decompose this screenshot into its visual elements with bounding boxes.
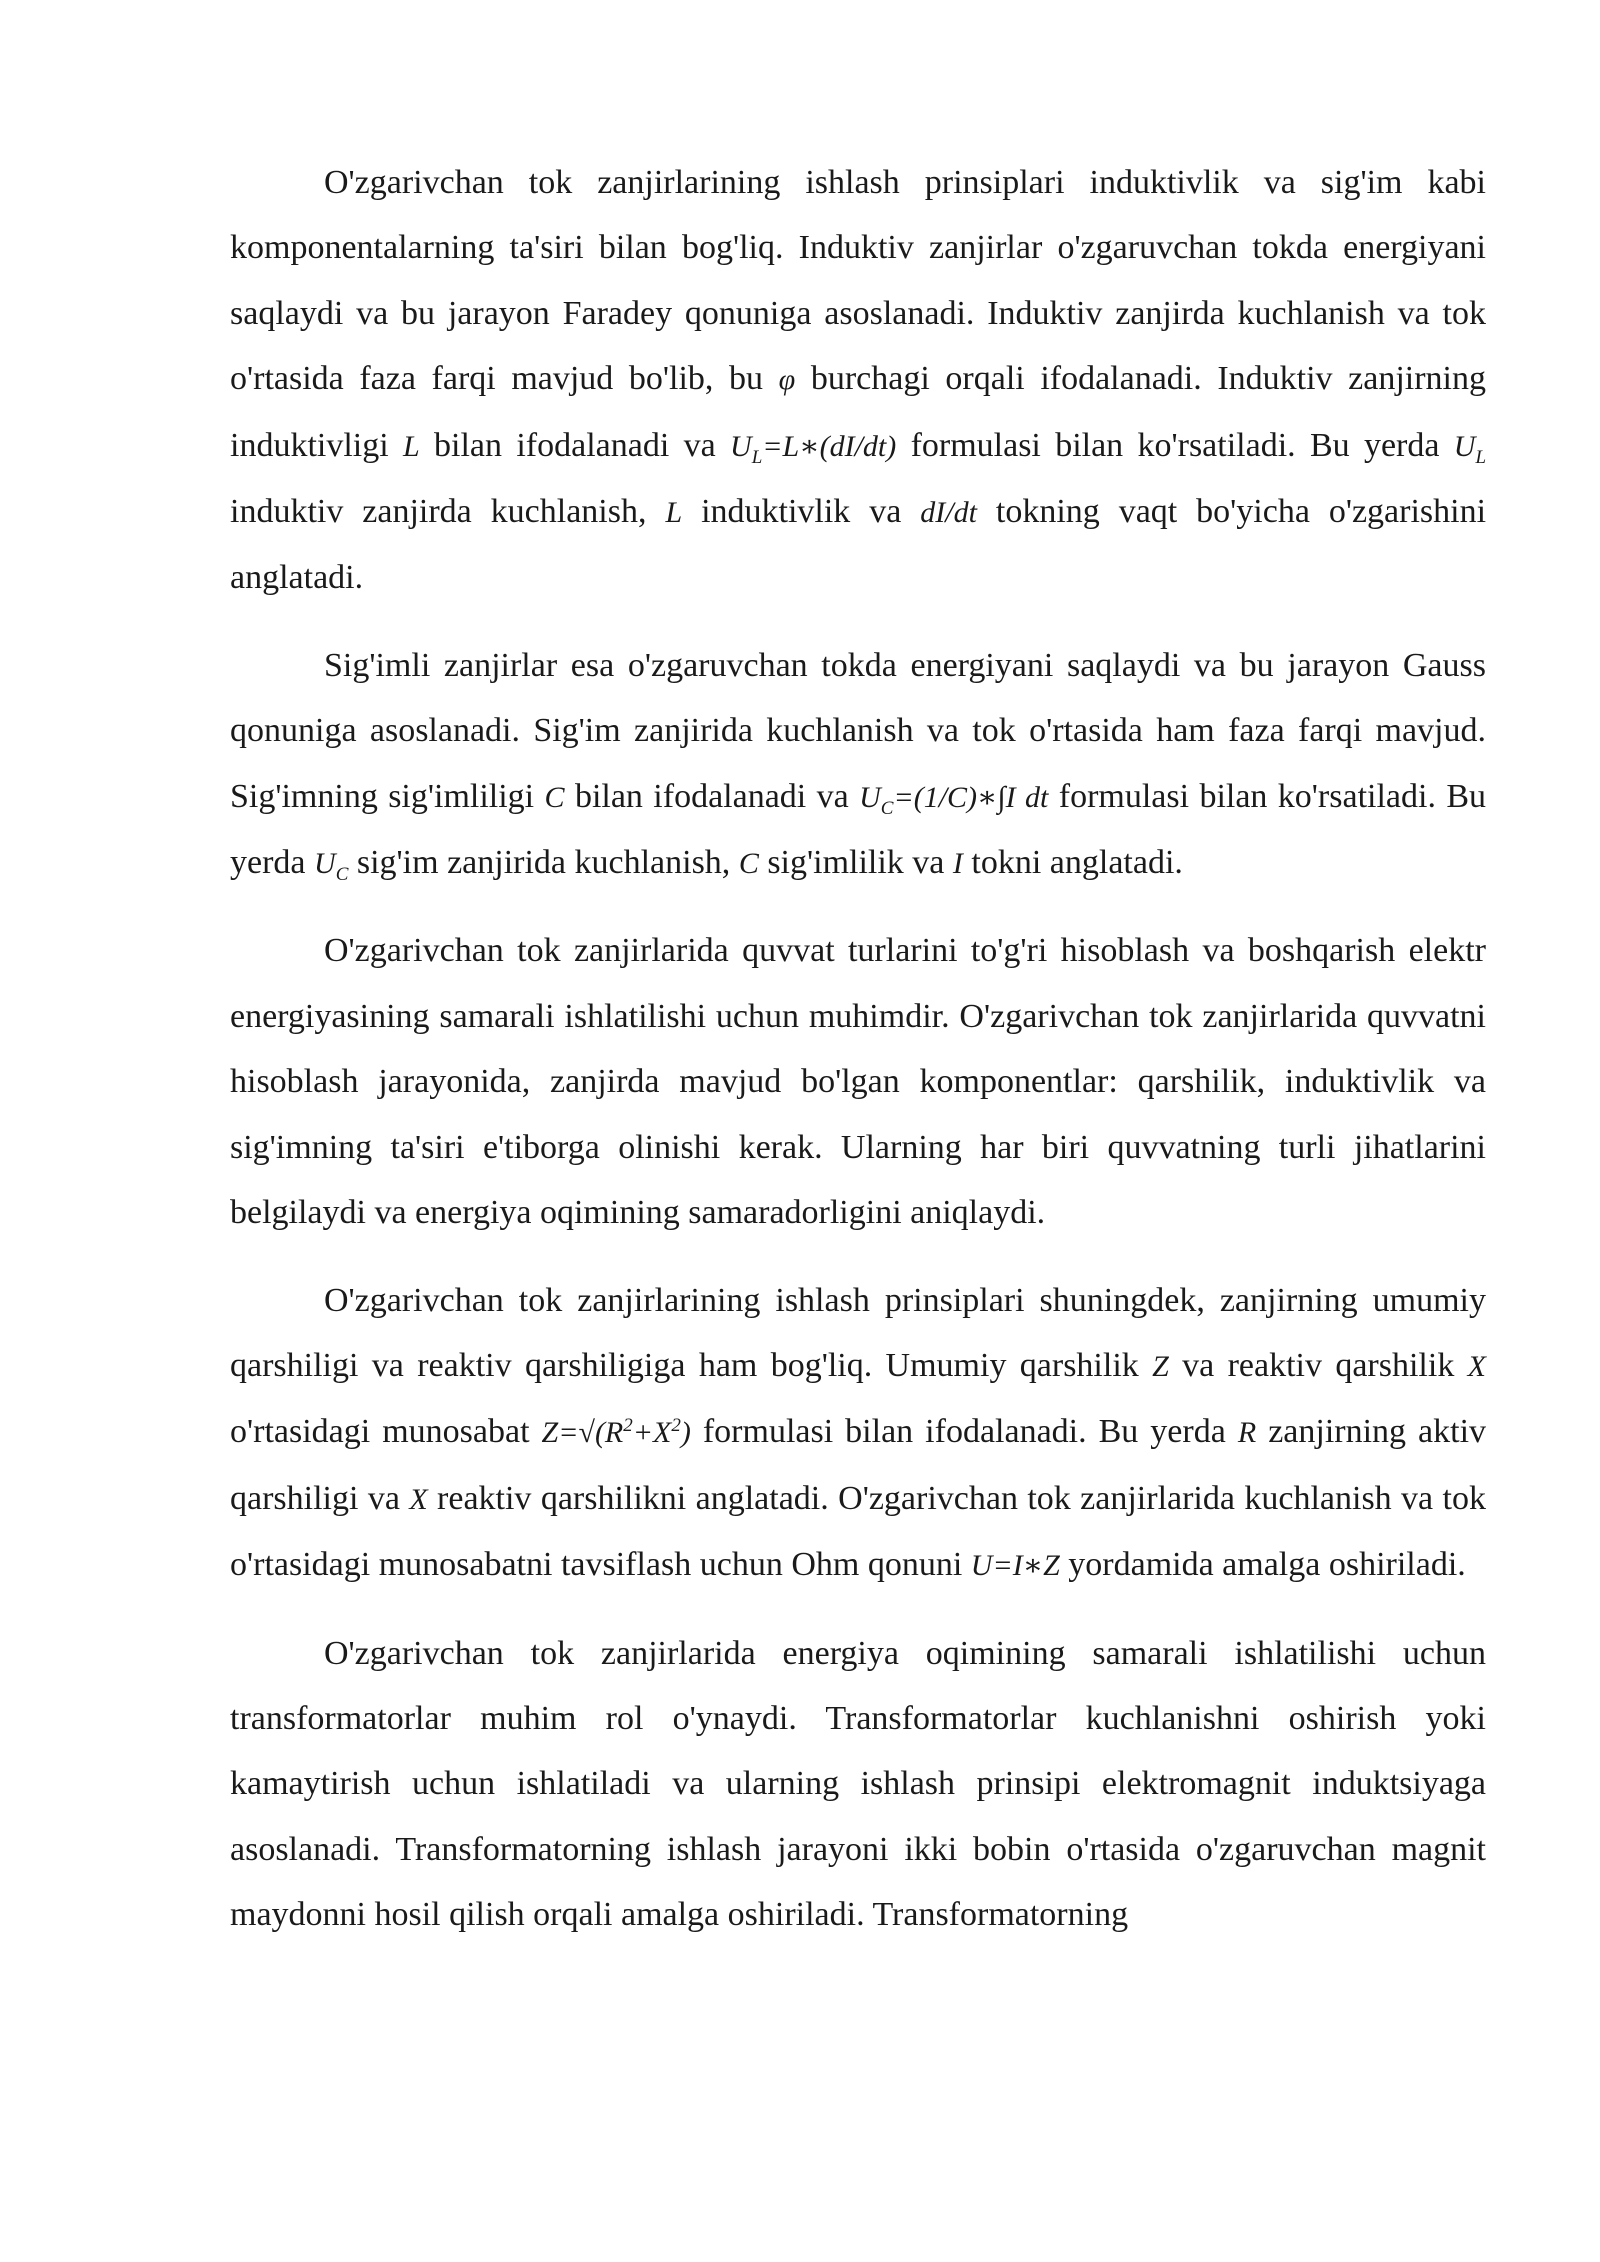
text-run: tokning vaqt bo'yicha o'zgarishini anglatadi. [230,493,1487,597]
paragraph-impedance [230,1268,1486,1599]
formula-part: +X [632,1416,672,1450]
formula-subscript: C [880,797,894,819]
text-run: yordamida amalga oshiriladi. [1068,1546,1466,1584]
inductor-voltage-formula [730,429,897,468]
formula-superscript: 2 [671,1415,681,1437]
text-run: bilan ifodalanadi va [434,426,716,464]
formula-rest: =L∗(dI/dt) [762,429,897,463]
impedance-formula [542,1416,691,1449]
formula-rest: =(1/C)∗∫I dt [893,780,1049,814]
text-run: reaktiv qarshilikni anglatadi. O'zgarivchan tok zanjirlarida kuchlanish va tok o'rtasidagi munosabatni tavsiflash uchun Ohm qonuni [230,1479,1486,1584]
text-run: o'rtasidagi munosabat [230,1413,530,1451]
text-run: formulasi bilan ko'rsatiladi. Bu yerda [230,777,1487,882]
current-derivative-symbol: dI/dt [920,496,977,530]
text-run: bilan ifodalanadi va [574,777,849,815]
formula-main: U [730,429,752,463]
text-run: sig'im zanjirida kuchlanish, [356,844,731,882]
inductance-symbol: L [403,429,420,463]
symbol-subscript: C [335,864,349,886]
symbol-main: U [1453,429,1476,463]
text-run: O'zgarivchan tok zanjirlarining ishlash prinsiplari induktivlik va sig'im kabi komponentalarning ta'siri bilan bog'liq. Induktiv zanjirlar o'zgaruvchan tokda energiyani saqlaydi va bu jarayon Faradey qonuniga asoslanadi. Induktiv zanjirda kuchlanish va tok o'rtasida faza farqi mavjud bo'lib, bu [230,164,1486,398]
text-run: induktiv zanjirda kuchlanish, [230,493,647,531]
text-run: va reaktiv qarshilik [1182,1346,1455,1384]
capacitor-voltage-symbol [314,847,349,886]
formula-main: U [859,780,881,814]
text-run: tokni anglatadi. [971,844,1183,882]
text-run: Sig'imli zanjirlar esa o'zgaruvchan tokda energiyani saqlaydi va bu jarayon Gauss qonuniga asoslanadi. Sig'im zanjirida kuchlanish va tok o'rtasida ham faza farqi mavjud. Sig'imning sig'imliligi [230,646,1486,815]
current-symbol: I [952,847,963,881]
text-run: O'zgarivchan tok zanjirlarining ishlash prinsiplari shuningdek, zanjirning umumiy qarshiligi va reaktiv qarshiligiga ham bog'liq. Umumiy qarshilik [230,1281,1486,1384]
text-run: zanjirning aktiv qarshiligi va [230,1413,1487,1517]
inductor-voltage-symbol [1453,429,1487,468]
formula-part: Z=√(R [541,1416,624,1450]
formula-subscript: L [751,446,763,468]
capacitor-voltage-formula [859,780,1049,819]
symbol-main: U [314,847,336,881]
resistance-symbol: R [1237,1416,1257,1450]
symbol-subscript: L [1475,446,1487,468]
inductance-symbol: L [665,496,683,530]
paragraph-inductive-circuits [230,150,1486,611]
phi-symbol: φ [778,363,796,397]
formula-part: ) [680,1416,691,1450]
paragraph-capacitive-circuits [230,633,1486,897]
capacitance-symbol: C [738,847,759,881]
paragraph-power-types: O'zgarivchan tok zanjirlarida quvvat turlarini to'g'ri hisoblash va boshqarish elektr energiyasining samarali ishlatilishi uchun muhimdir. O'zgarivchan tok zanjirlarida quvvatni hisoblash jarayonida, zanjirda mavjud bo'lgan komponentlar: qarshilik, induktivlik va sig'imning ta'siri e'tiborga olinishi kerak. Ularning har biri quvvatning turli jihatlarini belgilaydi va energiya oqimining samaradorligini aniqlaydi. [230,932,1486,1232]
text-run: induktivlik va [701,493,902,531]
reactance-symbol: X [1467,1349,1486,1383]
text-run: formulasi bilan ko'rsatiladi. Bu yerda [910,426,1440,464]
formula-superscript: 2 [623,1415,633,1437]
impedance-symbol: Z [1152,1349,1169,1383]
reactance-symbol: X [409,1482,428,1516]
text-run: burchagi orqali ifodalanadi. Induktiv zanjirning induktivligi [230,360,1487,464]
text-run: sig'imlilik va [767,844,945,882]
text-run: formulasi bilan ifodalanadi. Bu yerda [702,1413,1226,1451]
paragraph-transformers: O'zgarivchan tok zanjirlarida energiya oqimining samarali ishlatilishi uchun transformatorlar muhim rol o'ynaydi. Transformatorlar kuchlanishni oshirish yoki kamaytirish uchun ishlatiladi va ularning ishlash prinsipi elektromagnit induktsiyaga asoslanadi. Transformatorning ishlash jarayoni ikki bobin o'rtasida o'zgaruvchan magnit maydonni hosil qilish orqali amalga oshiriladi. Transformatorning [230,1634,1486,1934]
ohm-law-formula: U=I∗Z [970,1549,1060,1583]
capacitance-symbol: C [544,780,565,814]
document-page [230,150,1486,1948]
